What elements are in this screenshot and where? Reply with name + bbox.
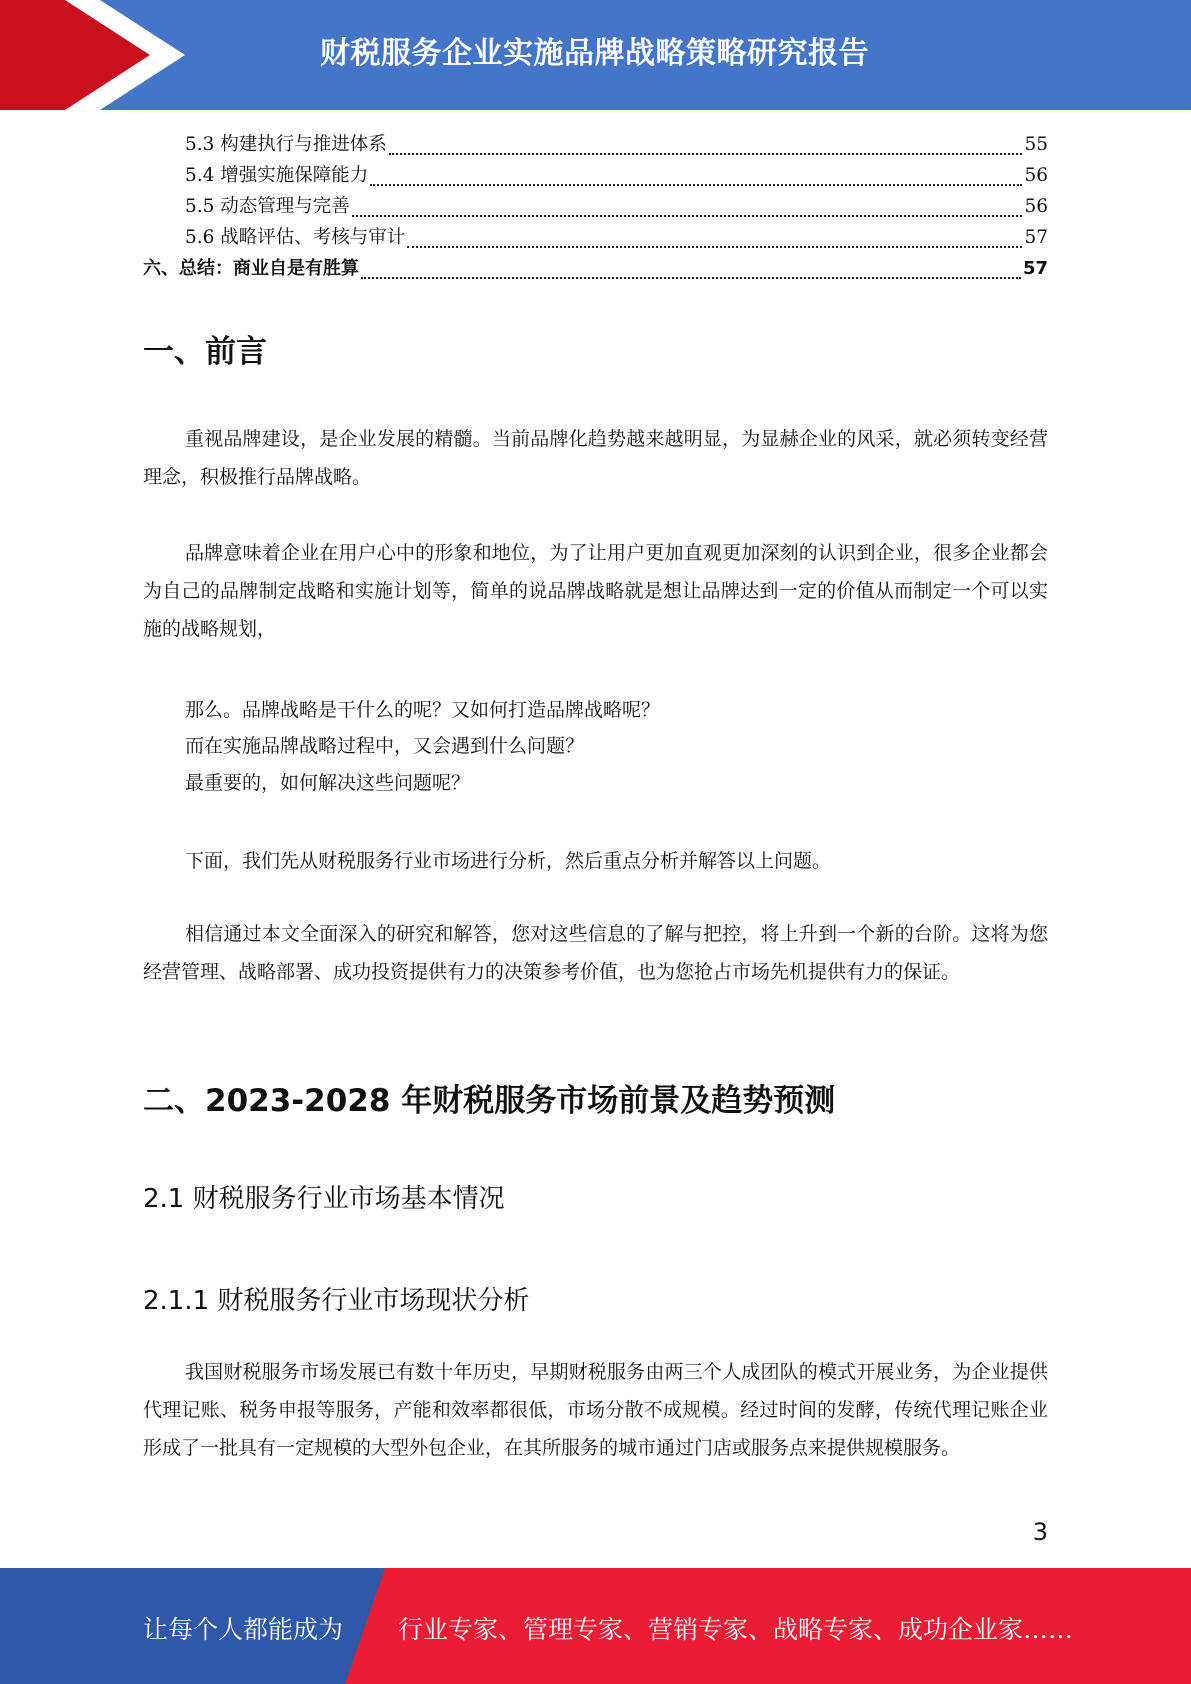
- section-heading-market: 二、2023-2028 年财税服务市场前景及趋势预测: [143, 1083, 836, 1119]
- subsection-heading: 2.1 财税服务行业市场基本情况: [143, 1184, 505, 1214]
- section-heading-preface: 一、前言: [143, 334, 267, 370]
- toc-label: 5.3 构建执行与推进体系: [185, 134, 387, 155]
- toc-item[interactable]: [143, 130, 1048, 161]
- paragraph: 重视品牌建设，是企业发展的精髓。当前品牌化趋势越来越明显，为显赫企业的风采，就必须转变经营理念，积极推行品牌战略。: [143, 428, 1048, 488]
- paragraph: 我国财税服务市场发展已有数十年历史，早期财税服务由两三个人成团队的模式开展业务，为企业提供代理记账、税务申报等服务，产能和效率都很低，市场分散不成规模。经过时间的发酵，传统代理记账企业形成了一批具有一定规模的大型外包企业，在其所服务的城市通过门店或服务点来提供规模服务。: [143, 1361, 1048, 1459]
- header-title: 财税服务企业实施品牌战略策略研究报告: [320, 36, 869, 71]
- toc-item[interactable]: [143, 254, 1048, 285]
- page-header: [0, 0, 1191, 110]
- toc-label: 5.4 增强实施保障能力: [185, 165, 369, 186]
- toc-label: 六、总结：商业自是有胜算: [143, 258, 359, 279]
- toc-page: 55: [1024, 134, 1048, 155]
- page-number: 3: [1032, 1518, 1048, 1546]
- toc-leader: [352, 215, 1023, 217]
- toc-label: 5.5 动态管理与完善: [185, 196, 350, 217]
- page-footer: [0, 1568, 1191, 1684]
- toc-page: 57: [1024, 227, 1048, 248]
- toc-item[interactable]: [143, 223, 1048, 254]
- subsection-heading: 2.1.1 财税服务行业市场现状分析: [143, 1286, 530, 1316]
- footer-slogan-left: 让每个人都能成为: [143, 1615, 344, 1644]
- paragraph: 下面，我们先从财税服务行业市场进行分析，然后重点分析并解答以上问题。: [185, 850, 832, 872]
- paragraph: 品牌意味着企业在用户心中的形象和地位，为了让用户更加直观更加深刻的认识到企业，很多企业都会为自己的品牌制定战略和实施计划等，简单的说品牌战略就是想让品牌达到一定的价值从而制定一个可以实施的战略规划，: [143, 542, 1048, 640]
- question-line: 而在实施品牌战略过程中，又会遇到什么问题？: [185, 735, 585, 757]
- footer-slogan-right: 行业专家、管理专家、营销专家、战略专家、成功企业家……: [398, 1615, 1074, 1644]
- toc-label: 5.6 战略评估、考核与审计: [185, 227, 406, 248]
- question-line: 那么。品牌战略是干什么的呢？又如何打造品牌战略呢？: [185, 699, 661, 721]
- toc-page: 56: [1024, 165, 1048, 186]
- question-line: 最重要的，如何解决这些问题呢？: [185, 772, 471, 794]
- toc-page: 57: [1022, 258, 1048, 279]
- toc-item[interactable]: [143, 192, 1048, 223]
- table-of-contents: [143, 130, 1048, 285]
- toc-leader: [370, 184, 1022, 186]
- toc-leader: [407, 246, 1022, 248]
- toc-leader: [389, 153, 1023, 155]
- toc-leader: [361, 277, 1021, 279]
- paragraph: 相信通过本文全面深入的研究和解答，您对这些信息的了解与把控，将上升到一个新的台阶。这将为您经营管理、战略部署、成功投资提供有力的决策参考价值，也为您抢占市场先机提供有力的保证。: [143, 923, 1048, 983]
- toc-page: 56: [1024, 196, 1048, 217]
- toc-item[interactable]: [143, 161, 1048, 192]
